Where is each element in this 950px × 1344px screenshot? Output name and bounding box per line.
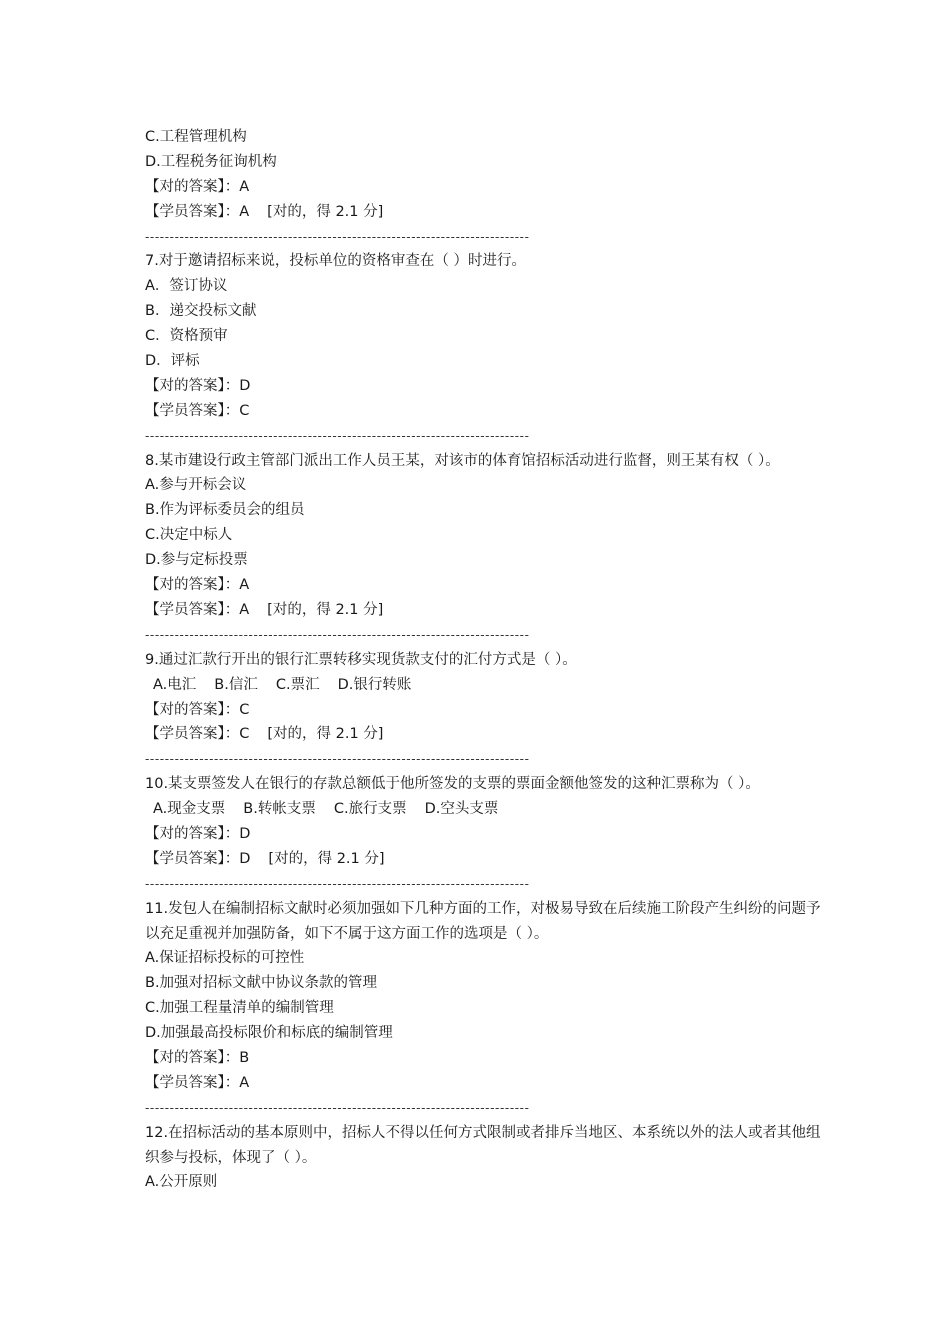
- correct-answer: [145, 175, 825, 200]
- correct-answer-label: 【对的答案】：: [145, 377, 240, 394]
- separator: ------------------------------------------------------------------------------: [145, 876, 530, 891]
- student-answer-label: 【学员答案】：: [145, 1074, 240, 1091]
- option-a: A．签订协议: [145, 278, 228, 295]
- question-12: 12.在招标活动的基本原则中，招标人不得以任何方式限制或者排斥当地区、本系统以外的法人或者其他组织参与投标，体现了（ ）。: [145, 1124, 821, 1166]
- student-answer-label: 【学员答案】：: [145, 850, 240, 867]
- option-b: B.作为评标委员会的组员: [145, 502, 305, 519]
- option-d: D.银行转账: [337, 676, 412, 693]
- separator: ------------------------------------------------------------------------------: [145, 229, 530, 244]
- correct-answer-label: 【对的答案】：: [145, 701, 240, 718]
- question-11: 11.发包人在编制招标文献时必须加强如下几种方面的工作，对极易导致在后续施工阶段产生纠纷的问题予以充足重视并加强防备，如下不属于这方面工作的选项是（ ）。: [145, 900, 821, 942]
- student-answer-value: C: [239, 402, 250, 419]
- student-answer: [145, 847, 825, 872]
- student-answer-value: A: [239, 203, 250, 220]
- score-result: [对的，得 2.1 分]: [268, 850, 385, 867]
- score-result: [对的，得 2.1 分]: [267, 726, 384, 743]
- question-10: 10.某支票签发人在银行的存款总额低于他所签发的支票的票面金额他签发的这种汇票称为（ ）。: [145, 776, 760, 793]
- correct-answer-value: D: [239, 377, 251, 394]
- option-c: C.决定中标人: [145, 527, 233, 544]
- student-answer: [145, 1071, 825, 1096]
- option-c: C.旅行支票: [333, 801, 407, 818]
- option-b: B．递交投标文献: [145, 303, 257, 320]
- option-a: A.公开原则: [145, 1174, 218, 1191]
- score-result: [对的，得 2.1 分]: [267, 601, 384, 618]
- option-c: C．资格预审: [145, 328, 228, 345]
- correct-answer-value: A: [239, 577, 250, 594]
- score-result: [对的，得 2.1 分]: [267, 203, 384, 220]
- student-answer: [145, 722, 825, 747]
- correct-answer: [145, 698, 825, 723]
- option-b: B.信汇: [214, 676, 258, 693]
- option-d: D.参与定标投票: [145, 552, 248, 569]
- correct-answer-label: 【对的答案】：: [145, 1050, 240, 1066]
- option-d: D．评标: [145, 353, 200, 370]
- option-b: B.转帐支票: [243, 801, 316, 818]
- student-answer: [145, 598, 825, 623]
- student-answer: [145, 399, 825, 424]
- option-a: A.现金支票: [153, 801, 226, 818]
- student-answer-label: 【学员答案】：: [145, 402, 240, 419]
- student-answer-label: 【学员答案】：: [145, 601, 240, 618]
- option-a: A.参与开标会议: [145, 477, 247, 494]
- student-answer-label: 【学员答案】：: [145, 726, 240, 743]
- option-c: C.工程管理机构: [145, 129, 247, 145]
- option-a: A.电汇: [153, 676, 197, 693]
- option-d: D.加强最高投标限价和标底的编制管理: [145, 1025, 393, 1042]
- correct-answer: [145, 1046, 825, 1071]
- option-b: B.加强对招标文献中协议条款的管理: [145, 975, 378, 992]
- option-c: C.加强工程量清单的编制管理: [145, 1000, 334, 1017]
- student-answer-value: C: [239, 726, 250, 743]
- correct-answer-value: A: [239, 178, 250, 195]
- student-answer: [145, 200, 825, 225]
- option-d: D.空头支票: [424, 801, 499, 818]
- separator: ------------------------------------------------------------------------------: [145, 627, 530, 642]
- correct-answer-label: 【对的答案】：: [145, 178, 240, 195]
- option-a: A.保证招标投标的可控性: [145, 950, 305, 967]
- separator: ------------------------------------------------------------------------------: [145, 1100, 530, 1115]
- document-page: [145, 125, 825, 1195]
- correct-answer-value: B: [239, 1050, 250, 1066]
- options-row: [145, 673, 825, 698]
- correct-answer: [145, 374, 825, 399]
- question-9: 9.通过汇款行开出的银行汇票转移实现货款支付的汇付方式是（ ）。: [145, 651, 577, 668]
- correct-answer: [145, 822, 825, 847]
- correct-answer-label: 【对的答案】：: [145, 577, 240, 594]
- question-8: 8.某市建设行政主管部门派出工作人员王某，对该市的体育馆招标活动进行监督，则王某有权（ ）。: [145, 452, 780, 469]
- student-answer-value: A: [239, 601, 250, 618]
- correct-answer-value: D: [239, 825, 251, 842]
- question-7: 7.对于邀请招标来说，投标单位的资格审查在（ ）时进行。: [145, 253, 526, 270]
- correct-answer-label: 【对的答案】：: [145, 825, 240, 842]
- student-answer-label: 【学员答案】：: [145, 203, 240, 220]
- student-answer-value: A: [239, 1074, 250, 1091]
- options-row: [145, 797, 825, 822]
- correct-answer-value: C: [239, 701, 250, 718]
- separator: ------------------------------------------------------------------------------: [145, 428, 530, 443]
- option-d: D.工程税务征询机构: [145, 153, 277, 170]
- separator: ------------------------------------------------------------------------------: [145, 752, 530, 767]
- correct-answer: [145, 573, 825, 598]
- option-c: C.票汇: [275, 676, 320, 693]
- student-answer-value: D: [239, 850, 251, 867]
